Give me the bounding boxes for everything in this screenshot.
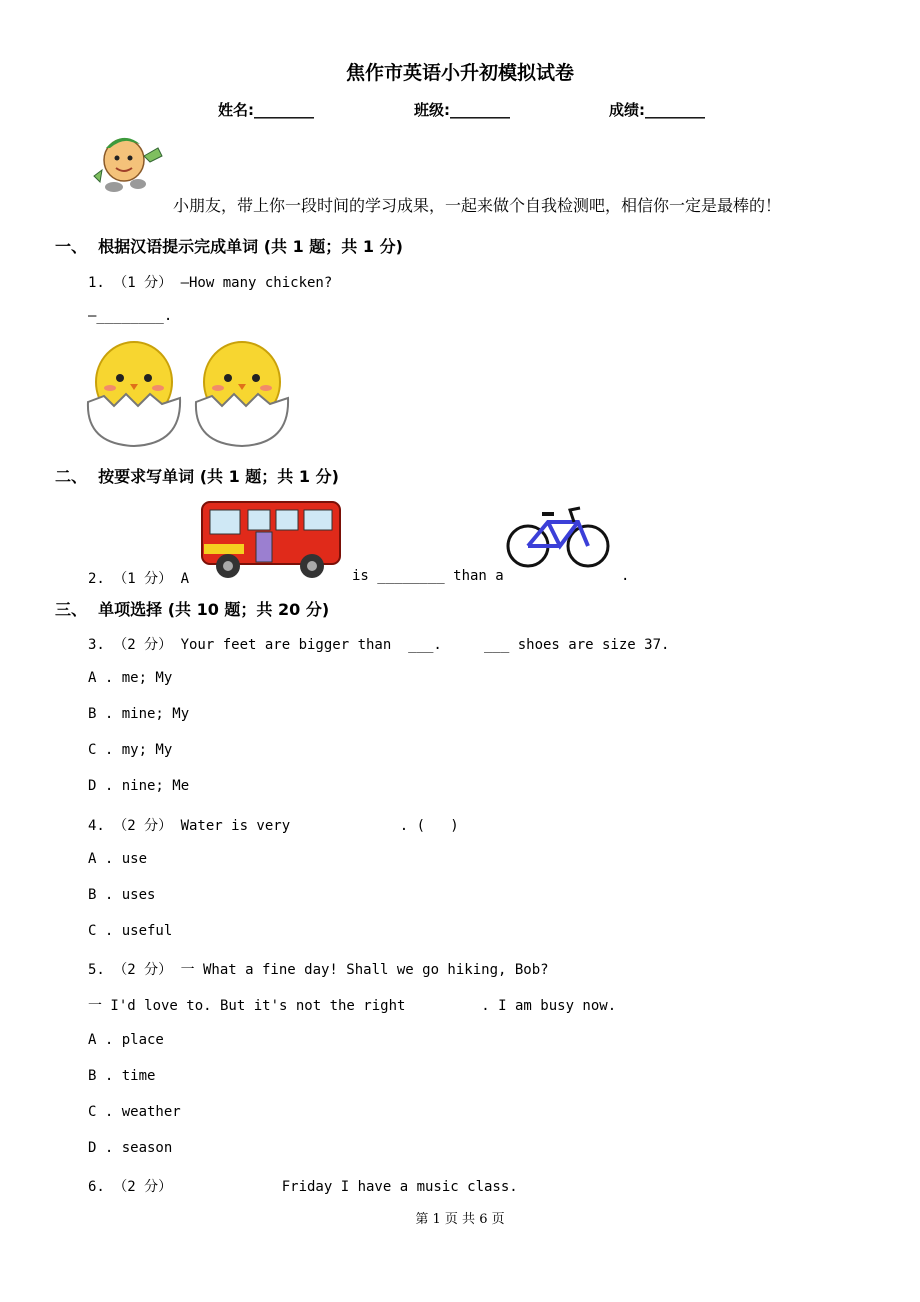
score-field[interactable]: 成绩:________ [609, 101, 705, 119]
bus-icon [196, 494, 346, 582]
question-3-option-b[interactable]: B . mine; My [88, 706, 190, 722]
question-2-prefix: 2. （1 分） A [88, 571, 190, 587]
bicycle-icon [502, 500, 612, 572]
question-5-option-b[interactable]: B . time [88, 1068, 156, 1084]
question-5-line2: 一 I'd love to. But it's not the right . I am busy now. [88, 998, 617, 1014]
section-2-heading: 二、 按要求写单词 (共 1 题；共 1 分) [55, 467, 339, 486]
question-5-option-c[interactable]: C . weather [88, 1104, 181, 1120]
name-field[interactable]: 姓名:________ [218, 101, 314, 119]
question-5-option-a[interactable]: A . place [88, 1032, 164, 1048]
intro-text: 小朋友，带上你一段时间的学习成果，一起来做个自我检测吧，相信你一定是最棒的！ [173, 196, 782, 215]
question-3-option-a[interactable]: A . me; My [88, 670, 173, 686]
question-4-option-a[interactable]: A . use [88, 851, 148, 867]
question-2-middle[interactable]: is ________ than a [352, 568, 504, 584]
question-4-option-b[interactable]: B . uses [88, 887, 156, 903]
question-3-option-c[interactable]: C . my; My [88, 742, 173, 758]
question-5-option-d[interactable]: D . season [88, 1140, 173, 1156]
question-5-stem: 5. （2 分） 一 What a fine day! Shall we go hiking, Bob? [88, 962, 549, 978]
question-1-stem: 1. （1 分） —How many chicken? [88, 275, 333, 291]
chick-in-egg-icon [192, 336, 292, 448]
class-field[interactable]: 班级:________ [414, 101, 510, 119]
question-4-stem: 4. （2 分） Water is very . ( ) [88, 818, 459, 834]
cartoon-boy-icon [92, 130, 168, 196]
chick-in-egg-icon [84, 336, 184, 448]
page-title: 焦作市英语小升初模拟试卷 [345, 62, 574, 84]
question-2-end: . [621, 568, 630, 584]
question-3-stem: 3. （2 分） Your feet are bigger than ___. ___ shoes are size 37. [88, 637, 670, 653]
question-4-option-c[interactable]: C . useful [88, 923, 173, 939]
question-6-stem: 6. （2 分） Friday I have a music class. [88, 1179, 518, 1195]
section-1-heading: 一、 根据汉语提示完成单词 (共 1 题；共 1 分) [55, 237, 403, 256]
question-1-answer[interactable]: —________. [88, 308, 173, 324]
section-3-heading: 三、 单项选择 (共 10 题；共 20 分) [55, 600, 330, 619]
question-3-option-d[interactable]: D . nine; Me [88, 778, 190, 794]
page-footer: 第 1 页 共 6 页 [415, 1212, 505, 1227]
